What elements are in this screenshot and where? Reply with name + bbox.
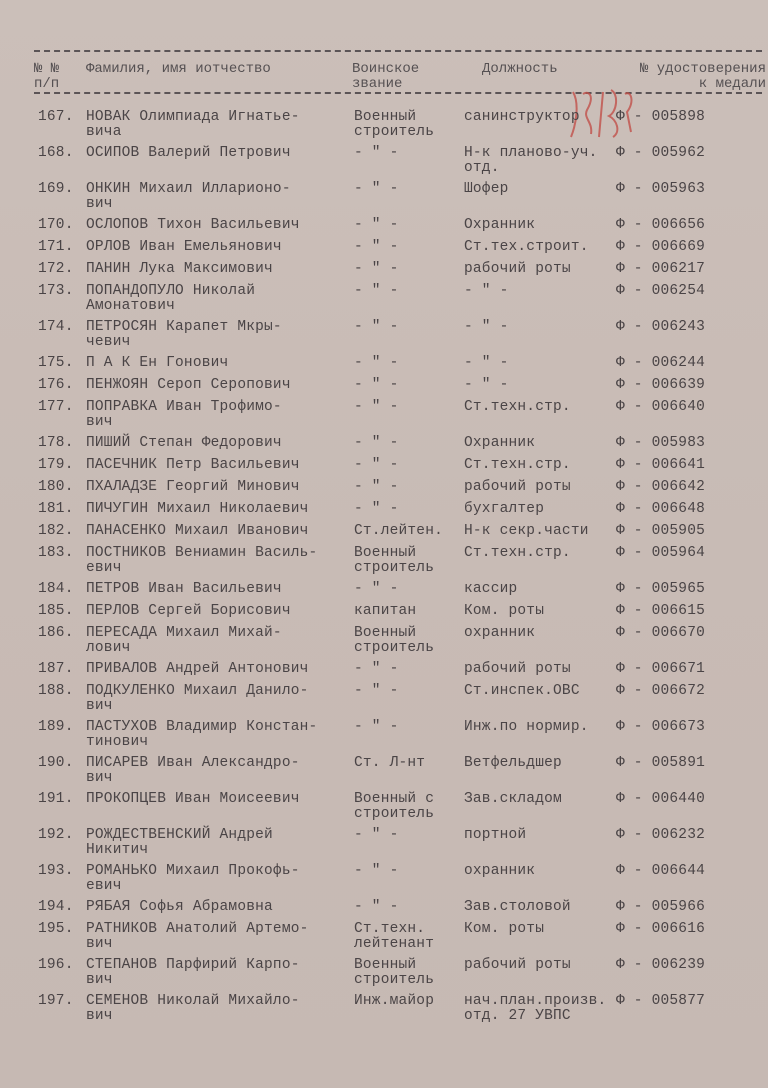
military-rank: - " -: [354, 355, 399, 371]
person-name: ПОДКУЛЕНКО Михаил Данило- вич: [86, 683, 309, 714]
certificate-number: Ф - 006672: [616, 683, 706, 699]
row-number: 167.: [38, 109, 74, 125]
row-number: 182.: [38, 523, 74, 539]
military-rank: - " -: [354, 457, 399, 473]
military-rank: Военный строитель: [354, 957, 435, 988]
military-rank: - " -: [354, 827, 399, 843]
list-row: [0, 720, 768, 756]
person-name: ПАНИН Лука Максимович: [86, 261, 273, 277]
military-rank: Ст. Л-нт: [354, 755, 426, 771]
military-rank: - " -: [354, 581, 399, 597]
list-row: [0, 756, 768, 792]
list-row: [0, 284, 768, 320]
certificate-number: Ф - 006615: [616, 603, 706, 619]
list-row: [0, 524, 768, 546]
row-number: 193.: [38, 863, 74, 879]
certificate-number: Ф - 006640: [616, 399, 706, 415]
list-row: [0, 400, 768, 436]
position: портной: [464, 827, 527, 843]
row-number: 186.: [38, 625, 74, 641]
row-number: 168.: [38, 145, 74, 161]
list-row: [0, 146, 768, 182]
military-rank: Ст.лейтен.: [354, 523, 444, 539]
military-rank: Военный строитель: [354, 545, 435, 576]
position: Зав.столовой: [464, 899, 571, 915]
list-row: [0, 792, 768, 828]
person-name: ОРЛОВ Иван Емельянович: [86, 239, 282, 255]
military-rank: - " -: [354, 399, 399, 415]
position: санинструктор: [464, 109, 580, 125]
list-row: [0, 436, 768, 458]
certificate-number: Ф - 006244: [616, 355, 706, 371]
row-number: 183.: [38, 545, 74, 561]
row-number: 180.: [38, 479, 74, 495]
military-rank: - " -: [354, 501, 399, 517]
list-row: [0, 378, 768, 400]
list-row: [0, 262, 768, 284]
row-number: 174.: [38, 319, 74, 335]
certificate-number: Ф - 005966: [616, 899, 706, 915]
row-number: 179.: [38, 457, 74, 473]
award-list: [0, 110, 768, 1030]
person-name: ПЕРЛОВ Сергей Борисович: [86, 603, 291, 619]
position: Ком. роты: [464, 603, 545, 619]
position: - " -: [464, 319, 509, 335]
position: Охранник: [464, 217, 536, 233]
person-name: ПИШИЙ Степан Федорович: [86, 435, 282, 451]
military-rank: - " -: [354, 661, 399, 677]
position: Ст.техн.стр.: [464, 399, 571, 415]
list-row: [0, 546, 768, 582]
position: рабочий роты: [464, 479, 571, 495]
row-number: 181.: [38, 501, 74, 517]
person-name: ОСЛОПОВ Тихон Васильевич: [86, 217, 300, 233]
military-rank: Инж.майор: [354, 993, 435, 1009]
header-certificate: № удостоверения к медали: [639, 61, 766, 92]
certificate-number: Ф - 005963: [616, 181, 706, 197]
row-number: 173.: [38, 283, 74, 299]
header-rank: Воинское звание: [352, 61, 420, 92]
position: бухгалтер: [464, 501, 545, 517]
military-rank: Военный строитель: [354, 625, 435, 656]
military-rank: - " -: [354, 435, 399, 451]
list-row: [0, 582, 768, 604]
certificate-number: Ф - 005983: [616, 435, 706, 451]
person-name: РОЖДЕСТВЕНСКИЙ Андрей Никитич: [86, 827, 273, 858]
certificate-number: Ф - 006648: [616, 501, 706, 517]
row-number: 187.: [38, 661, 74, 677]
position: рабочий роты: [464, 261, 571, 277]
certificate-number: Ф - 006254: [616, 283, 706, 299]
row-number: 194.: [38, 899, 74, 915]
certificate-number: Ф - 005905: [616, 523, 706, 539]
military-rank: - " -: [354, 181, 399, 197]
military-rank: - " -: [354, 683, 399, 699]
certificate-number: Ф - 006239: [616, 957, 706, 973]
person-name: ПАНАСЕНКО Михаил Иванович: [86, 523, 309, 539]
certificate-number: Ф - 006243: [616, 319, 706, 335]
person-name: ПАСЕЧНИК Петр Васильевич: [86, 457, 300, 473]
list-row: [0, 502, 768, 524]
row-number: 178.: [38, 435, 74, 451]
list-row: [0, 458, 768, 480]
list-row: [0, 900, 768, 922]
list-row: [0, 480, 768, 502]
position: - " -: [464, 377, 509, 393]
military-rank: - " -: [354, 899, 399, 915]
position: Шофер: [464, 181, 509, 197]
position: Н-к планово-уч. отд.: [464, 145, 598, 176]
certificate-number: Ф - 006641: [616, 457, 706, 473]
military-rank: - " -: [354, 283, 399, 299]
row-number: 171.: [38, 239, 74, 255]
list-row: [0, 922, 768, 958]
position: Ст.тех.строит.: [464, 239, 589, 255]
row-number: 177.: [38, 399, 74, 415]
position: охранник: [464, 625, 536, 641]
military-rank: - " -: [354, 145, 399, 161]
position: - " -: [464, 355, 509, 371]
row-number: 196.: [38, 957, 74, 973]
row-number: 191.: [38, 791, 74, 807]
position: рабочий роты: [464, 957, 571, 973]
row-number: 192.: [38, 827, 74, 843]
position: Ст.техн.стр.: [464, 545, 571, 561]
person-name: ПХАЛАДЗЕ Георгий Минович: [86, 479, 300, 495]
row-number: 195.: [38, 921, 74, 937]
list-row: [0, 958, 768, 994]
person-name: ПЕНЖОЯН Сероп Серопович: [86, 377, 291, 393]
header-name: Фамилия, имя иотчество: [86, 61, 271, 77]
certificate-number: Ф - 006669: [616, 239, 706, 255]
certificate-number: Ф - 006440: [616, 791, 706, 807]
position: Ст.техн.стр.: [464, 457, 571, 473]
list-row: [0, 684, 768, 720]
person-name: ПАСТУХОВ Владимир Констан- тинович: [86, 719, 318, 750]
row-number: 190.: [38, 755, 74, 771]
person-name: ПРИВАЛОВ Андрей Антонович: [86, 661, 309, 677]
position: рабочий роты: [464, 661, 571, 677]
person-name: ПОПРАВКА Иван Трофимо- вич: [86, 399, 282, 430]
certificate-number: Ф - 006642: [616, 479, 706, 495]
list-row: [0, 828, 768, 864]
position: - " -: [464, 283, 509, 299]
certificate-number: Ф - 005898: [616, 109, 706, 125]
person-name: ПЕРЕСАДА Михаил Михай- лович: [86, 625, 282, 656]
military-rank: Ст.техн. лейтенант: [354, 921, 435, 952]
military-rank: Военный строитель: [354, 109, 435, 140]
row-number: 169.: [38, 181, 74, 197]
list-row: [0, 356, 768, 378]
military-rank: - " -: [354, 479, 399, 495]
person-name: ПЕТРОСЯН Карапет Мкры- чевич: [86, 319, 282, 350]
person-name: СТЕПАНОВ Парфирий Карпо- вич: [86, 957, 300, 988]
position: нач.план.произв. отд. 27 УВПС: [464, 993, 607, 1024]
row-number: 176.: [38, 377, 74, 393]
certificate-number: Ф - 006616: [616, 921, 706, 937]
list-row: [0, 994, 768, 1030]
row-number: 170.: [38, 217, 74, 233]
military-rank: - " -: [354, 377, 399, 393]
person-name: ПОСТНИКОВ Вениамин Василь- евич: [86, 545, 318, 576]
position: Н-к секр.части: [464, 523, 589, 539]
list-row: [0, 662, 768, 684]
person-name: РОМАНЬКО Михаил Прокофь- евич: [86, 863, 300, 894]
person-name: НОВАК Олимпиада Игнатье- вича: [86, 109, 300, 140]
position: Ком. роты: [464, 921, 545, 937]
position: Инж.по нормир.: [464, 719, 589, 735]
certificate-number: Ф - 006656: [616, 217, 706, 233]
person-name: СЕМЕНОВ Николай Михайло- вич: [86, 993, 300, 1024]
military-rank: - " -: [354, 719, 399, 735]
list-row: [0, 864, 768, 900]
person-name: РАТНИКОВ Анатолий Артемо- вич: [86, 921, 309, 952]
certificate-number: Ф - 006671: [616, 661, 706, 677]
person-name: ОНКИН Михаил Илларионо- вич: [86, 181, 291, 212]
list-row: [0, 182, 768, 218]
certificate-number: Ф - 005965: [616, 581, 706, 597]
row-number: 197.: [38, 993, 74, 1009]
military-rank: - " -: [354, 217, 399, 233]
row-number: 184.: [38, 581, 74, 597]
certificate-number: Ф - 006670: [616, 625, 706, 641]
certificate-number: Ф - 005877: [616, 993, 706, 1009]
row-number: 188.: [38, 683, 74, 699]
certificate-number: Ф - 006217: [616, 261, 706, 277]
person-name: ПРОКОПЦЕВ Иван Моисеевич: [86, 791, 300, 807]
military-rank: капитан: [354, 603, 417, 619]
certificate-number: Ф - 006232: [616, 827, 706, 843]
position: охранник: [464, 863, 536, 879]
military-rank: - " -: [354, 319, 399, 335]
military-rank: - " -: [354, 239, 399, 255]
header-top-rule: [34, 50, 762, 52]
certificate-number: Ф - 005891: [616, 755, 706, 771]
row-number: 185.: [38, 603, 74, 619]
person-name: ПИСАРЕВ Иван Александро- вич: [86, 755, 300, 786]
certificate-number: Ф - 006644: [616, 863, 706, 879]
header-position: Должность: [482, 61, 558, 77]
certificate-number: Ф - 005962: [616, 145, 706, 161]
list-row: [0, 320, 768, 356]
person-name: РЯБАЯ Софья Абрамовна: [86, 899, 273, 915]
list-row: [0, 240, 768, 262]
certificate-number: Ф - 005964: [616, 545, 706, 561]
row-number: 172.: [38, 261, 74, 277]
list-row: [0, 604, 768, 626]
position: Ст.инспек.ОВС: [464, 683, 580, 699]
person-name: ПОПАНДОПУЛО Николай Амонатович: [86, 283, 256, 314]
position: Ветфельдшер: [464, 755, 562, 771]
row-number: 175.: [38, 355, 74, 371]
person-name: ОСИПОВ Валерий Петрович: [86, 145, 291, 161]
person-name: ПИЧУГИН Михаил Николаевич: [86, 501, 309, 517]
certificate-number: Ф - 006673: [616, 719, 706, 735]
row-number: 189.: [38, 719, 74, 735]
military-rank: - " -: [354, 261, 399, 277]
list-row: [0, 626, 768, 662]
person-name: ПЕТРОВ Иван Васильевич: [86, 581, 282, 597]
person-name: П А К Ен Гонович: [86, 355, 229, 371]
header-number: № № п/п: [34, 61, 60, 92]
list-row: [0, 110, 768, 146]
certificate-number: Ф - 006639: [616, 377, 706, 393]
position: Зав.складом: [464, 791, 562, 807]
list-row: [0, 218, 768, 240]
position: кассир: [464, 581, 518, 597]
military-rank: Военный с строитель: [354, 791, 435, 822]
position: Охранник: [464, 435, 536, 451]
military-rank: - " -: [354, 863, 399, 879]
